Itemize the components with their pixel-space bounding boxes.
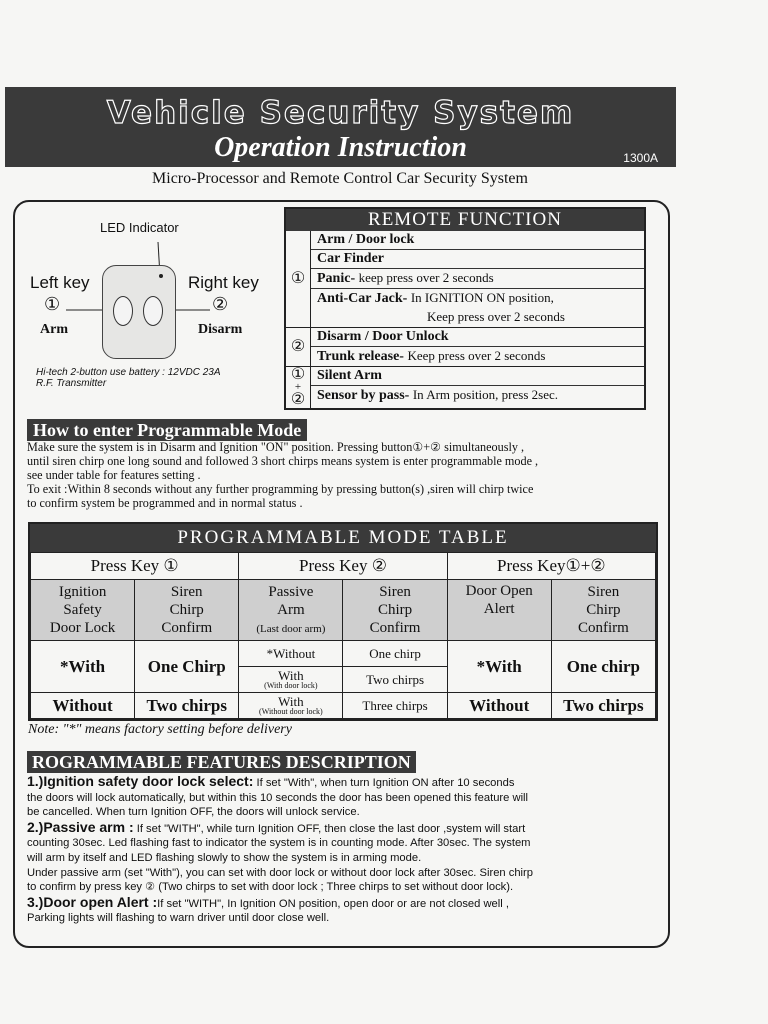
feature-2-line5: to confirm by press key ② (Two chirps to set with door lock ; Three chirps to set without door lock). — [27, 881, 514, 894]
feature-1-title: 1.)Ignition safety door lock select: — [27, 773, 254, 789]
feature-2-line4: Under passive arm (set "With"), you can set with door lock or without door lock after 30sec. Siren chirp — [27, 866, 533, 879]
features-text — [27, 774, 659, 926]
rf-num-3-plus: + — [294, 381, 302, 393]
tagline: Micro-Processor and Remote Control Car Security System — [152, 170, 528, 187]
rf-num-1: ① — [286, 231, 311, 327]
rf-num-2: ② — [286, 328, 311, 366]
table-cell: *Without — [239, 641, 343, 667]
table-heading: PROGRAMMABLE MODE TABLE — [30, 524, 656, 552]
table-note: Note: "*" means factory setting before delivery — [28, 722, 292, 737]
pm-line3: see under table for features setting . — [27, 468, 201, 482]
rf-sensor-bypass — [311, 386, 644, 405]
led-indicator-label: LED Indicator — [100, 220, 179, 235]
col-header: Siren Chirp Confirm — [135, 580, 239, 641]
table-cell: *With — [447, 641, 551, 693]
key2-symbol: ② — [212, 294, 229, 314]
rf-group-3 — [286, 366, 644, 408]
press-key-12: Press Key①+② — [447, 553, 655, 580]
table-cell: Without — [31, 693, 135, 719]
rf-sensor-text: In Arm position, press 2sec. — [412, 387, 558, 402]
table-cell: With (With door lock) — [239, 667, 343, 693]
pm-line4: To exit :Within 8 seconds without any further programming by pressing button(s) ,siren will chirp twice — [27, 482, 534, 496]
arm-label: Arm — [40, 322, 68, 337]
features-heading: ROGRAMMABLE FEATURES DESCRIPTION — [27, 751, 416, 773]
press-key-2: Press Key ② — [239, 553, 447, 580]
press-key-1: Press Key ① — [31, 553, 239, 580]
remote-fob-icon — [102, 265, 176, 359]
rf-num-3a: ① — [290, 366, 306, 383]
led-dot-icon — [159, 274, 163, 278]
table-cell: One chirp — [343, 641, 447, 667]
rf-trunk-label: Trunk release- — [317, 349, 404, 364]
rf-silent-arm: Silent Arm — [311, 367, 644, 386]
table-cell: *With — [31, 641, 135, 693]
table-cell: Two chirps — [551, 693, 655, 719]
pm-line2: until siren chirp one long sound and followed 3 short chirps means system is enter programmable mode , — [27, 454, 539, 468]
rf-arm: Arm / Door lock — [311, 231, 644, 250]
feature-2-line1: 2.)Passive arm : If set "WITH", while turn Ignition OFF, then close the last door ,system will start — [27, 818, 526, 835]
feature-3-line1: 3.)Door open Alert :If set "WITH", In Ignition ON position, open door or are not closed well , — [27, 893, 509, 910]
table-cell: Two chirps — [343, 667, 447, 693]
feature-3-title: 3.)Door open Alert : — [27, 893, 158, 910]
table-cell: Without — [447, 693, 551, 719]
transmitter-line2: R.F. Transmitter — [36, 378, 107, 389]
transmitter-caption — [36, 367, 221, 389]
rf-anti-jack — [311, 289, 644, 327]
rf-panic-label: Panic- — [317, 271, 356, 286]
col-header: Passive Arm (Last door arm) — [239, 580, 343, 641]
right-key-button-icon — [143, 296, 163, 326]
subtitle: Operation Instruction — [214, 132, 467, 163]
rf-num-3b: ② — [290, 391, 306, 408]
rf-trunk — [311, 347, 644, 366]
table-cell: With (Without door lock) — [239, 693, 343, 719]
feature-1-line2: the doors will lock automatically, but within this 10 seconds the door has been opened this feature will — [27, 791, 529, 804]
table-cell: One chirp — [551, 641, 655, 693]
left-key-label: Left key — [30, 273, 90, 292]
rf-disarm: Disarm / Door Unlock — [311, 328, 644, 347]
left-key-button-icon — [113, 296, 133, 326]
rf-trunk-text: Keep press over 2 seconds — [407, 348, 546, 363]
feature-2-title: 2.)Passive arm : — [27, 818, 134, 835]
feature-2-line2: counting 30sec. Led flashing fast to indicator the system is in counting mode. After 30sec. The system — [27, 837, 531, 850]
transmitter-line1: Hi-tech 2-button use battery : 12VDC 23A — [36, 367, 221, 378]
feature-1-line1: 1.)Ignition safety door lock select: If set "With", when turn Ignition ON after 10 seconds — [27, 773, 515, 789]
header-banner — [5, 87, 676, 167]
remote-function-heading: REMOTE FUNCTION — [286, 209, 644, 231]
col-header: Siren Chirp Confirm — [343, 580, 447, 641]
right-key-label: Right key — [188, 273, 259, 292]
col-header: Ignition Safety Door Lock — [31, 580, 135, 641]
rf-anti-jack-label: Anti-Car Jack- — [317, 291, 408, 306]
table-cell: One Chirp — [135, 641, 239, 693]
rf-panic-text: keep press over 2 seconds — [358, 270, 494, 285]
rf-sensor-label: Sensor by pass- — [317, 388, 410, 403]
rf-car-finder: Car Finder — [311, 250, 644, 269]
programmable-mode-table — [28, 522, 658, 721]
key1-symbol: ① — [44, 294, 61, 314]
title: Vehicle Security System — [106, 95, 575, 131]
programmable-mode-text — [27, 440, 647, 510]
rf-anti-jack-text: In IGNITION ON position, — [410, 290, 554, 305]
rf-group-2 — [286, 327, 644, 366]
col-header: Siren Chirp Confirm — [551, 580, 655, 641]
model-number: 1300A — [623, 151, 658, 165]
programmable-mode-heading: How to enter Programmable Mode — [27, 419, 307, 441]
feature-2-line3: will arm by itself and LED flashing slowly to show the system is in arming mode. — [27, 851, 422, 864]
col-header: Door Open Alert — [447, 580, 551, 641]
pm-line1: Make sure the system is in Disarm and Ignition "ON" position. Pressing button①+② simultaneously , — [27, 440, 525, 454]
feature-3-line2: Parking lights will flashing to warn driver until door close well. — [27, 912, 330, 925]
rf-panic — [311, 269, 644, 289]
feature-1-line3: be cancelled. When turn Ignition OFF, the doors will unlock service. — [27, 806, 360, 819]
rf-num-3 — [286, 367, 311, 408]
pm-line5: to confirm system be programmed and in normal status . — [27, 496, 303, 510]
disarm-label: Disarm — [198, 322, 243, 337]
table-cell: Two chirps — [135, 693, 239, 719]
rf-group-1 — [286, 231, 644, 327]
table-cell: Three chirps — [343, 693, 447, 719]
remote-function-box — [284, 207, 646, 410]
rf-anti-jack-text2: Keep press over 2 seconds — [427, 309, 565, 324]
